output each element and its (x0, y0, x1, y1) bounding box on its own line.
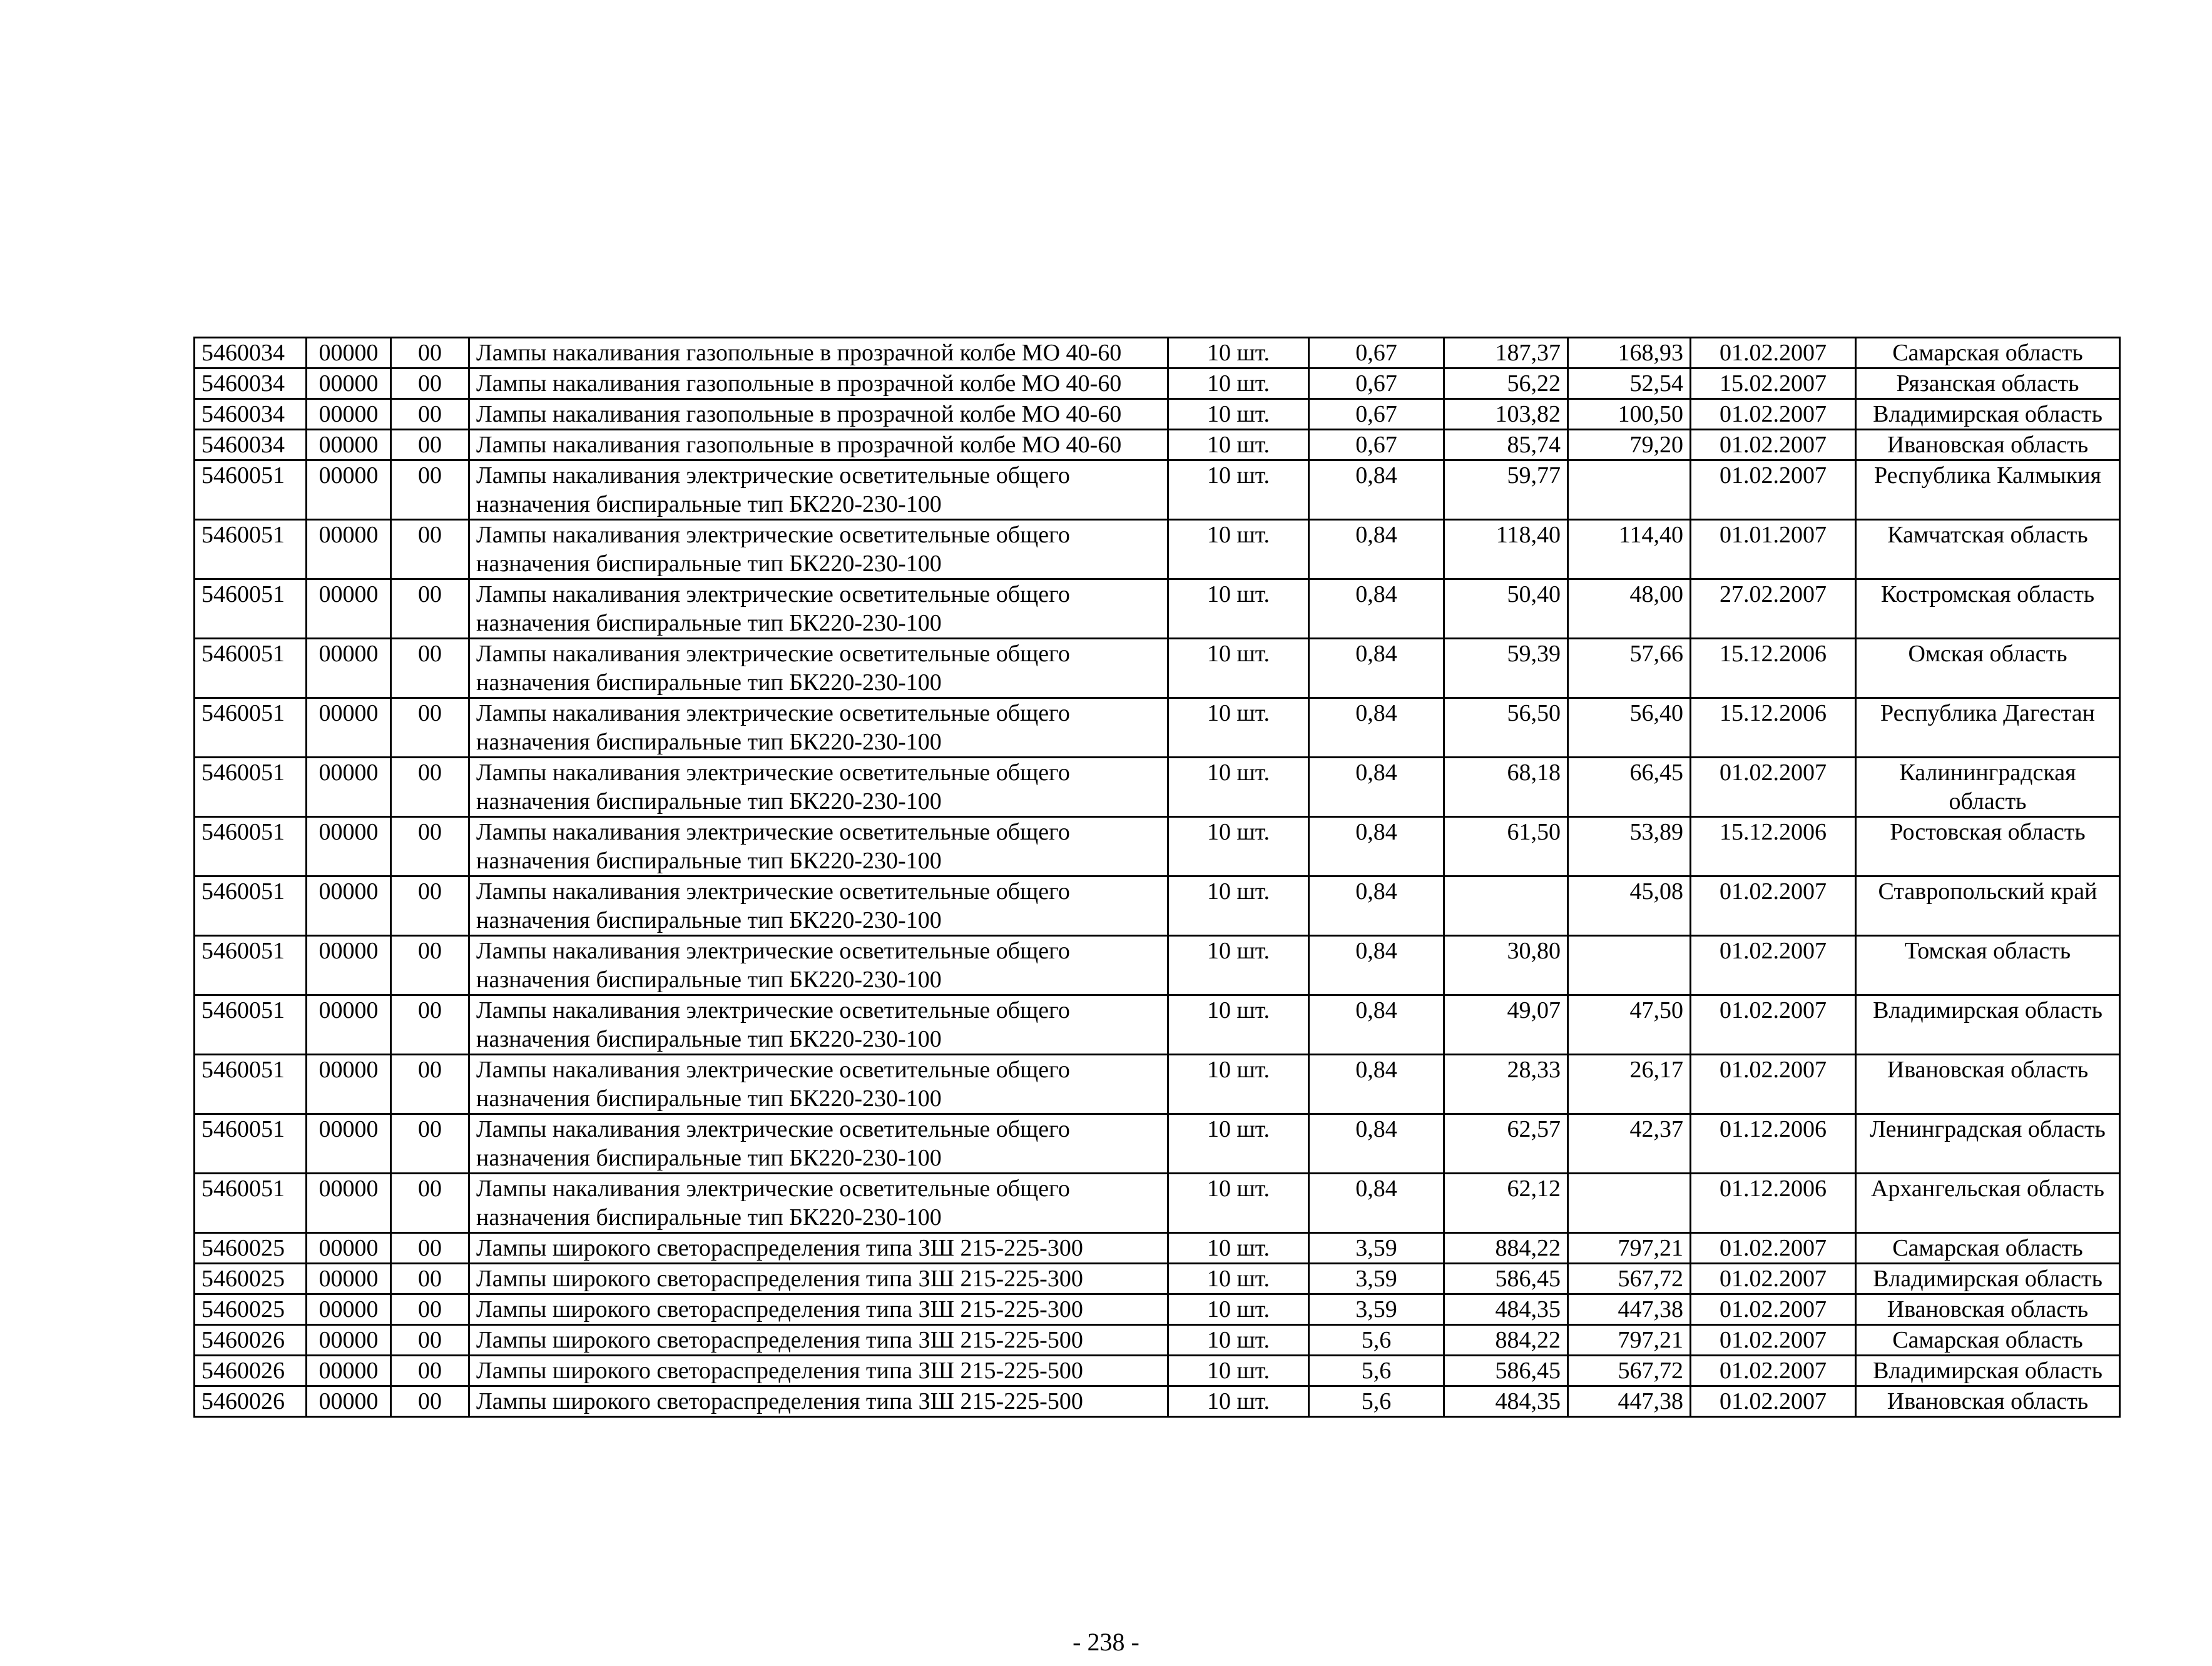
date-cell: 01.02.2007 (1691, 1055, 1856, 1114)
price-1-cell: 30,80 (1444, 936, 1568, 995)
unit-cell: 10 шт. (1168, 995, 1309, 1055)
name-cell: Лампы широкого светораспределения типа ЗШ 215-225-500 (469, 1356, 1168, 1386)
unit-cell: 10 шт. (1168, 1114, 1309, 1174)
price-2-cell: 567,72 (1568, 1356, 1691, 1386)
region-cell: Ивановская область (1856, 1386, 2120, 1417)
date-cell: 15.02.2007 (1691, 368, 1856, 399)
coefficient-cell: 0,84 (1309, 520, 1444, 579)
class-cell: 00 (391, 1386, 469, 1417)
unit-cell: 10 шт. (1168, 399, 1309, 430)
region-cell: Самарская область (1856, 1233, 2120, 1264)
name-cell: Лампы широкого светораспределения типа ЗШ 215-225-300 (469, 1233, 1168, 1264)
price-2-cell: 57,66 (1568, 639, 1691, 698)
subcode-cell: 00000 (307, 1386, 391, 1417)
date-cell: 01.02.2007 (1691, 1356, 1856, 1386)
class-cell: 00 (391, 1294, 469, 1325)
date-cell: 01.02.2007 (1691, 399, 1856, 430)
code-cell: 5460025 (195, 1294, 307, 1325)
name-cell: Лампы накаливания электрические осветительные общего назначения биспиральные тип БК220-230-100 (469, 995, 1168, 1055)
region-cell: Камчатская область (1856, 520, 2120, 579)
price-1-cell: 484,35 (1444, 1294, 1568, 1325)
date-cell: 15.12.2006 (1691, 817, 1856, 876)
unit-cell: 10 шт. (1168, 460, 1309, 520)
price-2-cell: 45,08 (1568, 876, 1691, 936)
unit-cell: 10 шт. (1168, 817, 1309, 876)
subcode-cell: 00000 (307, 1294, 391, 1325)
date-cell: 01.02.2007 (1691, 430, 1856, 460)
price-1-cell: 61,50 (1444, 817, 1568, 876)
date-cell: 15.12.2006 (1691, 639, 1856, 698)
date-cell: 01.02.2007 (1691, 460, 1856, 520)
subcode-cell: 00000 (307, 876, 391, 936)
subcode-cell: 00000 (307, 430, 391, 460)
region-cell: Ивановская область (1856, 1294, 2120, 1325)
subcode-cell: 00000 (307, 698, 391, 758)
class-cell: 00 (391, 1356, 469, 1386)
unit-cell: 10 шт. (1168, 936, 1309, 995)
region-cell: Республика Калмыкия (1856, 460, 2120, 520)
subcode-cell: 00000 (307, 1055, 391, 1114)
date-cell: 01.02.2007 (1691, 758, 1856, 817)
subcode-cell: 00000 (307, 1233, 391, 1264)
price-1-cell: 118,40 (1444, 520, 1568, 579)
table-row (195, 698, 2120, 758)
coefficient-cell: 0,67 (1309, 430, 1444, 460)
price-1-cell: 884,22 (1444, 1325, 1568, 1356)
region-cell: Владимирская область (1856, 1356, 2120, 1386)
unit-cell: 10 шт. (1168, 639, 1309, 698)
table-row (195, 1325, 2120, 1356)
price-1-cell: 103,82 (1444, 399, 1568, 430)
price-2-cell (1568, 936, 1691, 995)
class-cell: 00 (391, 817, 469, 876)
subcode-cell: 00000 (307, 995, 391, 1055)
class-cell: 00 (391, 995, 469, 1055)
region-cell: Владимирская область (1856, 399, 2120, 430)
region-cell: Ивановская область (1856, 430, 2120, 460)
unit-cell: 10 шт. (1168, 758, 1309, 817)
class-cell: 00 (391, 639, 469, 698)
table-row (195, 1174, 2120, 1233)
subcode-cell: 00000 (307, 520, 391, 579)
name-cell: Лампы накаливания газопольные в прозрачной колбе МО 40-60 (469, 368, 1168, 399)
subcode-cell: 00000 (307, 579, 391, 639)
price-1-cell: 56,50 (1444, 698, 1568, 758)
price-1-cell: 28,33 (1444, 1055, 1568, 1114)
price-2-cell: 79,20 (1568, 430, 1691, 460)
price-1-cell: 586,45 (1444, 1356, 1568, 1386)
table-row (195, 1386, 2120, 1417)
table-row (195, 520, 2120, 579)
price-1-cell: 68,18 (1444, 758, 1568, 817)
region-cell: Архангельская область (1856, 1174, 2120, 1233)
unit-cell: 10 шт. (1168, 1233, 1309, 1264)
price-1-cell: 884,22 (1444, 1233, 1568, 1264)
coefficient-cell: 0,67 (1309, 368, 1444, 399)
region-cell: Владимирская область (1856, 1264, 2120, 1294)
table-row (195, 1294, 2120, 1325)
table-row (195, 936, 2120, 995)
region-cell: Самарская область (1856, 1325, 2120, 1356)
unit-cell: 10 шт. (1168, 338, 1309, 368)
table-row (195, 338, 2120, 368)
code-cell: 5460025 (195, 1264, 307, 1294)
table-row (195, 1055, 2120, 1114)
coefficient-cell: 0,84 (1309, 758, 1444, 817)
region-cell: Томская область (1856, 936, 2120, 995)
table-row (195, 1356, 2120, 1386)
price-2-cell: 47,50 (1568, 995, 1691, 1055)
coefficient-cell: 5,6 (1309, 1386, 1444, 1417)
name-cell: Лампы накаливания электрические осветительные общего назначения биспиральные тип БК220-230-100 (469, 817, 1168, 876)
unit-cell: 10 шт. (1168, 1174, 1309, 1233)
price-1-cell (1444, 876, 1568, 936)
price-1-cell: 187,37 (1444, 338, 1568, 368)
coefficient-cell: 3,59 (1309, 1233, 1444, 1264)
date-cell: 01.02.2007 (1691, 1264, 1856, 1294)
code-cell: 5460051 (195, 698, 307, 758)
price-2-cell: 567,72 (1568, 1264, 1691, 1294)
coefficient-cell: 0,67 (1309, 399, 1444, 430)
unit-cell: 10 шт. (1168, 1386, 1309, 1417)
class-cell: 00 (391, 399, 469, 430)
class-cell: 00 (391, 1114, 469, 1174)
code-cell: 5460026 (195, 1325, 307, 1356)
code-cell: 5460026 (195, 1356, 307, 1386)
table-row (195, 758, 2120, 817)
table-row (195, 579, 2120, 639)
name-cell: Лампы накаливания электрические осветительные общего назначения биспиральные тип БК220-230-100 (469, 876, 1168, 936)
code-cell: 5460034 (195, 368, 307, 399)
date-cell: 01.12.2006 (1691, 1174, 1856, 1233)
price-1-cell: 50,40 (1444, 579, 1568, 639)
table-row (195, 430, 2120, 460)
coefficient-cell: 0,84 (1309, 639, 1444, 698)
date-cell: 01.01.2007 (1691, 520, 1856, 579)
price-2-cell: 56,40 (1568, 698, 1691, 758)
code-cell: 5460051 (195, 995, 307, 1055)
code-cell: 5460051 (195, 1055, 307, 1114)
coefficient-cell: 5,6 (1309, 1325, 1444, 1356)
class-cell: 00 (391, 876, 469, 936)
date-cell: 01.02.2007 (1691, 936, 1856, 995)
subcode-cell: 00000 (307, 936, 391, 995)
code-cell: 5460051 (195, 936, 307, 995)
table-row (195, 399, 2120, 430)
region-cell: Ставропольский край (1856, 876, 2120, 936)
name-cell: Лампы накаливания электрические осветительные общего назначения биспиральные тип БК220-230-100 (469, 579, 1168, 639)
class-cell: 00 (391, 1174, 469, 1233)
coefficient-cell: 0,84 (1309, 876, 1444, 936)
class-cell: 00 (391, 520, 469, 579)
code-cell: 5460034 (195, 430, 307, 460)
code-cell: 5460051 (195, 817, 307, 876)
price-2-cell: 114,40 (1568, 520, 1691, 579)
region-cell: Омская область (1856, 639, 2120, 698)
name-cell: Лампы накаливания электрические осветительные общего назначения биспиральные тип БК220-230-100 (469, 520, 1168, 579)
region-cell: Ленинградская область (1856, 1114, 2120, 1174)
price-1-cell: 62,12 (1444, 1174, 1568, 1233)
coefficient-cell: 3,59 (1309, 1264, 1444, 1294)
unit-cell: 10 шт. (1168, 1325, 1309, 1356)
region-cell: Владимирская область (1856, 995, 2120, 1055)
table-body (195, 338, 2120, 1417)
unit-cell: 10 шт. (1168, 1294, 1309, 1325)
class-cell: 00 (391, 338, 469, 368)
unit-cell: 10 шт. (1168, 579, 1309, 639)
price-2-cell: 797,21 (1568, 1233, 1691, 1264)
unit-cell: 10 шт. (1168, 876, 1309, 936)
name-cell: Лампы накаливания газопольные в прозрачной колбе МО 40-60 (469, 338, 1168, 368)
coefficient-cell: 0,84 (1309, 995, 1444, 1055)
coefficient-cell: 0,84 (1309, 698, 1444, 758)
date-cell: 01.12.2006 (1691, 1114, 1856, 1174)
page-number: - 238 - (1073, 1628, 1139, 1656)
region-cell: Ростовская область (1856, 817, 2120, 876)
price-1-cell: 62,57 (1444, 1114, 1568, 1174)
coefficient-cell: 3,59 (1309, 1294, 1444, 1325)
class-cell: 00 (391, 758, 469, 817)
price-2-cell (1568, 460, 1691, 520)
code-cell: 5460051 (195, 1174, 307, 1233)
code-cell: 5460025 (195, 1233, 307, 1264)
coefficient-cell: 0,84 (1309, 1174, 1444, 1233)
price-2-cell: 48,00 (1568, 579, 1691, 639)
price-1-cell: 49,07 (1444, 995, 1568, 1055)
code-cell: 5460051 (195, 1114, 307, 1174)
subcode-cell: 00000 (307, 1174, 391, 1233)
price-2-cell: 168,93 (1568, 338, 1691, 368)
coefficient-cell: 0,84 (1309, 460, 1444, 520)
name-cell: Лампы накаливания электрические осветительные общего назначения биспиральные тип БК220-230-100 (469, 639, 1168, 698)
price-2-cell: 66,45 (1568, 758, 1691, 817)
code-cell: 5460026 (195, 1386, 307, 1417)
price-2-cell (1568, 1174, 1691, 1233)
name-cell: Лампы широкого светораспределения типа ЗШ 215-225-300 (469, 1264, 1168, 1294)
date-cell: 01.02.2007 (1691, 1233, 1856, 1264)
unit-cell: 10 шт. (1168, 520, 1309, 579)
unit-cell: 10 шт. (1168, 430, 1309, 460)
coefficient-cell: 0,84 (1309, 1114, 1444, 1174)
price-2-cell: 447,38 (1568, 1294, 1691, 1325)
code-cell: 5460051 (195, 460, 307, 520)
class-cell: 00 (391, 1055, 469, 1114)
class-cell: 00 (391, 579, 469, 639)
class-cell: 00 (391, 1264, 469, 1294)
region-cell: Республика Дагестан (1856, 698, 2120, 758)
price-1-cell: 586,45 (1444, 1264, 1568, 1294)
date-cell: 01.02.2007 (1691, 338, 1856, 368)
class-cell: 00 (391, 368, 469, 399)
unit-cell: 10 шт. (1168, 698, 1309, 758)
subcode-cell: 00000 (307, 1114, 391, 1174)
name-cell: Лампы широкого светораспределения типа ЗШ 215-225-500 (469, 1325, 1168, 1356)
unit-cell: 10 шт. (1168, 1055, 1309, 1114)
subcode-cell: 00000 (307, 1356, 391, 1386)
name-cell: Лампы накаливания газопольные в прозрачной колбе МО 40-60 (469, 430, 1168, 460)
unit-cell: 10 шт. (1168, 1264, 1309, 1294)
price-2-cell: 53,89 (1568, 817, 1691, 876)
name-cell: Лампы накаливания электрические осветительные общего назначения биспиральные тип БК220-230-100 (469, 936, 1168, 995)
class-cell: 00 (391, 430, 469, 460)
price-2-cell: 797,21 (1568, 1325, 1691, 1356)
name-cell: Лампы широкого светораспределения типа ЗШ 215-225-500 (469, 1386, 1168, 1417)
date-cell: 01.02.2007 (1691, 1294, 1856, 1325)
subcode-cell: 00000 (307, 1325, 391, 1356)
price-1-cell: 56,22 (1444, 368, 1568, 399)
coefficient-cell: 0,84 (1309, 817, 1444, 876)
class-cell: 00 (391, 1233, 469, 1264)
subcode-cell: 00000 (307, 460, 391, 520)
table-row (195, 368, 2120, 399)
date-cell: 01.02.2007 (1691, 995, 1856, 1055)
region-cell: Калининградская область (1856, 758, 2120, 817)
price-1-cell: 85,74 (1444, 430, 1568, 460)
name-cell: Лампы накаливания электрические осветительные общего назначения биспиральные тип БК220-230-100 (469, 460, 1168, 520)
table-row (195, 1233, 2120, 1264)
coefficient-cell: 0,67 (1309, 338, 1444, 368)
name-cell: Лампы накаливания электрические осветительные общего назначения биспиральные тип БК220-230-100 (469, 758, 1168, 817)
price-2-cell: 42,37 (1568, 1114, 1691, 1174)
table-row (195, 995, 2120, 1055)
price-2-cell: 26,17 (1568, 1055, 1691, 1114)
table-row (195, 817, 2120, 876)
price-2-cell: 100,50 (1568, 399, 1691, 430)
subcode-cell: 00000 (307, 1264, 391, 1294)
code-cell: 5460051 (195, 520, 307, 579)
price-1-cell: 59,39 (1444, 639, 1568, 698)
code-cell: 5460051 (195, 579, 307, 639)
table-row (195, 639, 2120, 698)
coefficient-cell: 0,84 (1309, 936, 1444, 995)
subcode-cell: 00000 (307, 639, 391, 698)
table-row (195, 460, 2120, 520)
name-cell: Лампы накаливания электрические осветительные общего назначения биспиральные тип БК220-230-100 (469, 1114, 1168, 1174)
code-cell: 5460051 (195, 639, 307, 698)
region-cell: Ивановская область (1856, 1055, 2120, 1114)
class-cell: 00 (391, 936, 469, 995)
price-2-cell: 447,38 (1568, 1386, 1691, 1417)
date-cell: 01.02.2007 (1691, 1325, 1856, 1356)
price-1-cell: 59,77 (1444, 460, 1568, 520)
name-cell: Лампы широкого светораспределения типа ЗШ 215-225-300 (469, 1294, 1168, 1325)
date-cell: 27.02.2007 (1691, 579, 1856, 639)
price-table (193, 337, 2121, 1418)
date-cell: 01.02.2007 (1691, 876, 1856, 936)
code-cell: 5460051 (195, 876, 307, 936)
region-cell: Костромская область (1856, 579, 2120, 639)
subcode-cell: 00000 (307, 368, 391, 399)
subcode-cell: 00000 (307, 758, 391, 817)
subcode-cell: 00000 (307, 399, 391, 430)
price-2-cell: 52,54 (1568, 368, 1691, 399)
name-cell: Лампы накаливания электрические осветительные общего назначения биспиральные тип БК220-230-100 (469, 1055, 1168, 1114)
table-row (195, 876, 2120, 936)
coefficient-cell: 0,84 (1309, 1055, 1444, 1114)
region-cell: Рязанская область (1856, 368, 2120, 399)
table-row (195, 1114, 2120, 1174)
unit-cell: 10 шт. (1168, 1356, 1309, 1386)
code-cell: 5460034 (195, 399, 307, 430)
unit-cell: 10 шт. (1168, 368, 1309, 399)
name-cell: Лампы накаливания электрические осветительные общего назначения биспиральные тип БК220-230-100 (469, 1174, 1168, 1233)
date-cell: 01.02.2007 (1691, 1386, 1856, 1417)
coefficient-cell: 0,84 (1309, 579, 1444, 639)
code-cell: 5460034 (195, 338, 307, 368)
price-1-cell: 484,35 (1444, 1386, 1568, 1417)
coefficient-cell: 5,6 (1309, 1356, 1444, 1386)
class-cell: 00 (391, 460, 469, 520)
name-cell: Лампы накаливания газопольные в прозрачной колбе МО 40-60 (469, 399, 1168, 430)
subcode-cell: 00000 (307, 817, 391, 876)
code-cell: 5460051 (195, 758, 307, 817)
class-cell: 00 (391, 1325, 469, 1356)
table-row (195, 1264, 2120, 1294)
date-cell: 15.12.2006 (1691, 698, 1856, 758)
region-cell: Самарская область (1856, 338, 2120, 368)
name-cell: Лампы накаливания электрические осветительные общего назначения биспиральные тип БК220-230-100 (469, 698, 1168, 758)
class-cell: 00 (391, 698, 469, 758)
subcode-cell: 00000 (307, 338, 391, 368)
